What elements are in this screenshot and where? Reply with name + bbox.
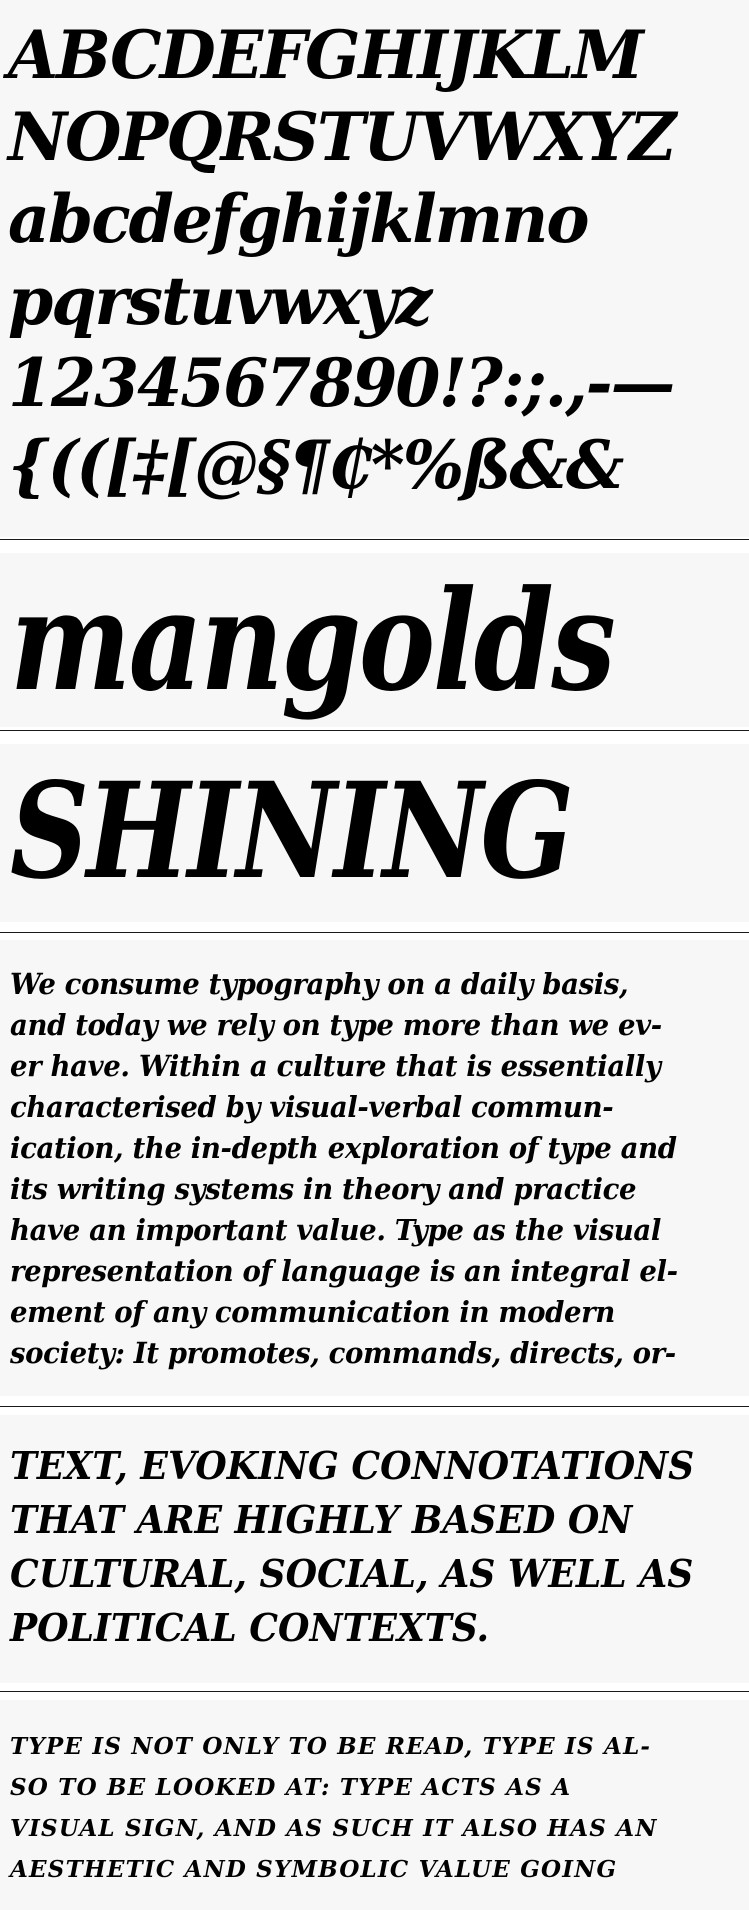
paragraph-line: We consume typography on a daily basis,: [10, 967, 629, 1001]
divider: [0, 1406, 749, 1407]
glyph-line-figures: 1234567890!?:;.,-—: [8, 344, 674, 422]
paragraph-line: characterised by visual-verbal commun-: [10, 1090, 614, 1124]
paragraph-line: ement of any communication in modern: [10, 1295, 615, 1329]
paragraph-line: its writing systems in theory and practice: [10, 1172, 637, 1206]
glyph-line-symbols: {(([‡[@§¶₵*%ß&&: [8, 426, 623, 504]
caps-text-line: THAT ARE HIGHLY BASED ON: [10, 1497, 633, 1542]
caps-text-panel: [0, 1415, 749, 1683]
paragraph-line: representation of language is an integral el-: [10, 1254, 678, 1288]
glyph-line-uppercase-1: ABCDEFGHIJKLM: [8, 16, 642, 94]
divider: [0, 730, 749, 731]
glyph-line-lowercase-2: pqrstuvwxyz: [8, 262, 431, 340]
small-caps-text-line: TYPE IS NOT ONLY TO BE READ, TYPE IS AL-: [10, 1733, 652, 1760]
caps-text-line: POLITICAL CONTEXTS.: [10, 1605, 490, 1650]
divider: [0, 932, 749, 933]
lowercase-word-panel: [0, 553, 749, 727]
caps-text-line: CULTURAL, SOCIAL, AS WELL AS: [10, 1551, 694, 1596]
uppercase-sample-word: SHINING: [10, 754, 572, 909]
paragraph-line: society: It promotes, commands, directs, or-: [10, 1336, 676, 1370]
glyph-line-lowercase-1: abcdefghijklmno: [8, 180, 588, 258]
divider: [0, 1691, 749, 1692]
small-caps-text-line: SO TO BE LOOKED AT: TYPE ACTS AS A: [10, 1774, 572, 1801]
small-caps-text-line: AESTHETIC AND SYMBOLIC VALUE GOING: [10, 1856, 618, 1883]
paragraph-line: er have. Within a culture that is essentially: [10, 1049, 661, 1083]
paragraph-line: and today we rely on type more than we ev-: [10, 1008, 662, 1042]
paragraph-line: ication, the in-depth exploration of type and: [10, 1131, 677, 1165]
small-caps-text-line: VISUAL SIGN, AND AS SUCH IT ALSO HAS AN: [10, 1815, 658, 1842]
small-caps-text-panel: [0, 1700, 749, 1910]
glyph-specimen-panel: [0, 0, 749, 537]
lowercase-sample-word: mangolds: [10, 559, 614, 722]
paragraph-line: have an important value. Type as the visual: [10, 1213, 661, 1247]
paragraph-panel: [0, 940, 749, 1396]
uppercase-word-panel: [0, 744, 749, 922]
divider: [0, 539, 749, 540]
caps-text-line: TEXT, EVOKING CONNOTATIONS: [10, 1443, 695, 1488]
glyph-line-uppercase-2: NOPQRSTUVWXYZ: [8, 98, 675, 176]
